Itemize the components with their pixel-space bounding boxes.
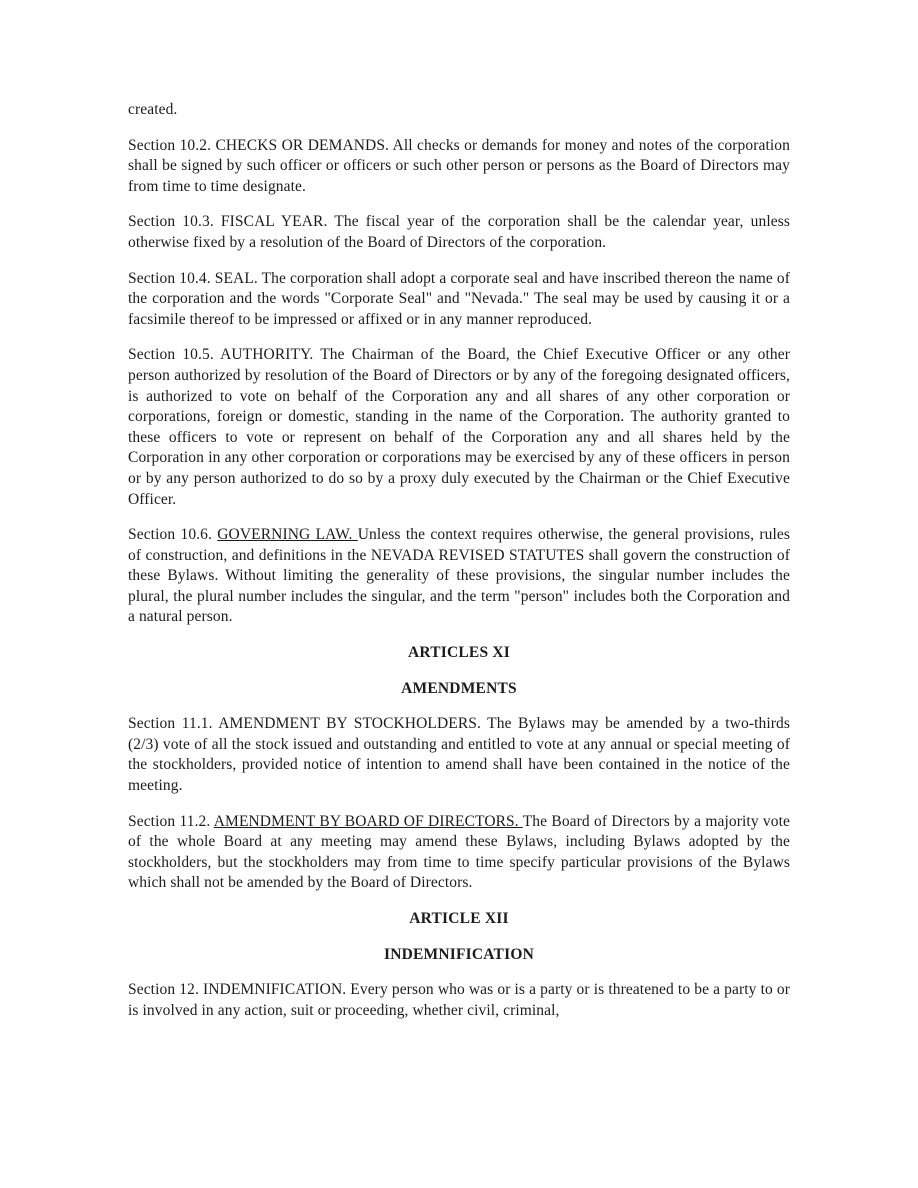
paragraph — [128, 525, 790, 628]
paragraph — [128, 980, 790, 1021]
paragraph — [128, 345, 790, 510]
paragraph-text: Unless the context requires otherwise, the general provisions, rules of construction, and definitions in the NEVADA REVISED STATUTES shall govern the construction of these Bylaws. Without limiting the generality of these provisions, the singular number includes the plural, the plural number includes the singular, and the term "person" includes both the Corporation and a natural person. — [128, 526, 790, 626]
paragraph-text: Section 10.6. — [128, 526, 218, 544]
paragraph — [128, 714, 790, 796]
paragraph-text: Section 10.3. FISCAL YEAR. The fiscal year of the corporation shall be the calendar year, unless otherwise fixed by a resolution of the Board of Directors of the corporation. — [128, 213, 790, 251]
paragraph-text: The Board of Directors by a majority vote of the whole Board at any meeting may amend these Bylaws, including Bylaws adopted by the stockholders, but the stockholders may from time to time specify particular provisions of the Bylaws which shall not be amended by the Board of Directors. — [128, 812, 790, 892]
paragraph — [128, 100, 790, 121]
paragraph-text: Section 10.5. AUTHORITY. The Chairman of the Board, the Chief Executive Officer or any other person authorized by resolution of the Board of Directors or by any of the foregoing designated officers, is authorized to vote on behalf of the Corporation any and all shares of any other corporation or corporations, foreign or domestic, standing in the name of the Corporation. The authority granted to these officers to vote or represent on behalf of the Corporation any and all shares held by the Corporation in any other corporation or corporations may be exercised by any of these officers in person or by any person authorized to do so by a proxy duly executed by the Chairman or the Chief Executive Officer. — [128, 346, 790, 508]
paragraph-text: created. — [128, 101, 178, 118]
paragraph-text: Section 12. INDEMNIFICATION. Every person who was or is a party or is threatened to be a party to or is involved in any action, suit or proceeding, whether civil, criminal, — [128, 981, 790, 1019]
section-heading: ARTICLE XII — [409, 910, 509, 927]
section-heading: ARTICLES XI — [407, 644, 510, 662]
paragraph-text: Section 11.1. AMENDMENT BY STOCKHOLDERS. The Bylaws may be amended by a two-thirds (2/3) vote of all the stock issued and outstanding and entitled to vote at any annual or special meeting of the stockholders, provided notice of intention to amend shall have been contained in the notice of the meeting. — [128, 715, 790, 795]
underlined-section-title: AMENDMENT BY BOARD OF DIRECTORS. — [213, 812, 523, 830]
paragraph — [128, 136, 790, 198]
paragraph-text: Section 10.2. CHECKS OR DEMANDS. All checks or demands for money and notes of the corporation shall be signed by such officer or officers or such other person or persons as the Board of Directors may from time to time designate. — [128, 136, 790, 195]
paragraph — [128, 812, 790, 894]
paragraph — [128, 269, 790, 331]
paragraph-text: Section 11.2. — [128, 812, 214, 830]
section-heading: INDEMNIFICATION — [384, 945, 534, 963]
paragraph-text: Section 10.4. SEAL. The corporation shall adopt a corporate seal and have inscribed thereon the name of the corporation and the words "Corporate Seal" and "Nevada." The seal may be used by causing it or a facsimile thereof to be impressed or affixed or in any manner reproduced. — [128, 269, 790, 328]
underlined-section-title: GOVERNING LAW. — [217, 526, 358, 544]
section-heading: AMENDMENTS — [401, 679, 517, 697]
document-content — [128, 100, 790, 1021]
paragraph — [128, 212, 790, 253]
